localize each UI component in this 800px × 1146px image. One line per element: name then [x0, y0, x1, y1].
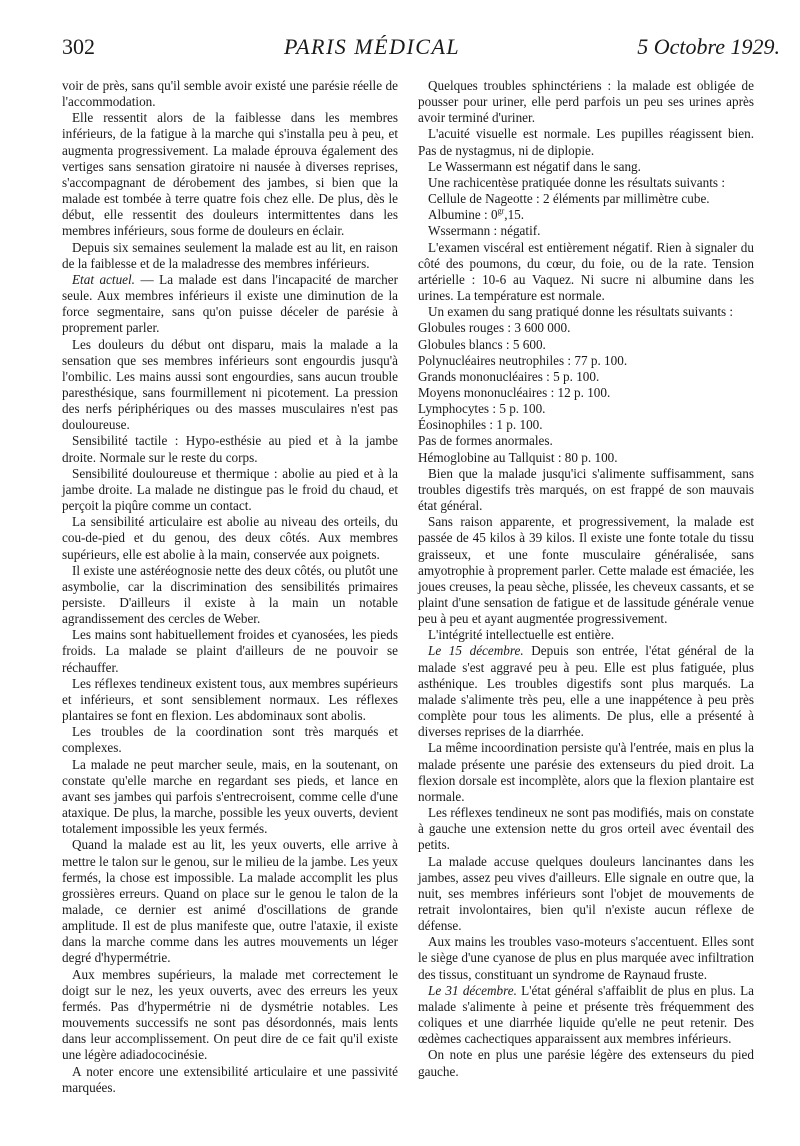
albumin-unit: gr [497, 206, 505, 216]
paragraph: La malade ne peut marcher seule, mais, en la soutenant, on constate qu'elle marche en regardant ses pieds, et lance en avant ses jambes qui parfois s'entrecroisent, comme celle d'une ataxique. De plus, la marche, possible les yeux ouverts, devient totalement impossible les yeux fermés. [62, 756, 398, 837]
blood-result-line: Globules blancs : 5 600. [418, 336, 546, 352]
paragraph: La même incoordination persiste qu'à l'entrée, mais en plus la malade présente une parésie des extenseurs du pied droit. La flexion dorsale est incomplète, alors que la flexion plantaire est normale. [418, 740, 754, 804]
blood-result-line: Éosinophiles : 1 p. 100. [418, 417, 543, 433]
journal-title: PARIS MÉDICAL [284, 34, 461, 59]
blood-result-line: Grands mononucléaires : 5 p. 100. [418, 368, 600, 384]
csf-result-line: Wssermann : négatif. [428, 223, 541, 239]
issue-date: 5 Octobre 1929. [637, 34, 780, 59]
blood-results-list [418, 320, 754, 465]
blood-result-line: Polynucléaires neutrophiles : 77 p. 100. [418, 352, 628, 368]
paragraph: L'acuité visuelle est normale. Les pupilles réagissent bien. Pas de nystagmus, ni de diplopie. [418, 126, 754, 158]
paragraph: On note en plus une parésie légère des extenseurs du pied gauche. [418, 1047, 754, 1079]
paragraph: Un examen du sang pratiqué donne les résultats suivants : [428, 304, 734, 320]
paragraph: Elle ressentit alors de la faiblesse dans les membres inférieurs, de la fatigue à la marche qui s'installa peu à peu, et augmenta progressivement. La malade éprouva également des vertiges sans sensation giratoire ni nausée à diverses reprises, s'accompagnant de dérobement des jambes, si bien que la malade est tombée à terre quatre fois chez elle. De plus, dès le début, elle ressentit des douleurs intermittentes dans les membres inférieurs, sous forme de douleurs en éclair. [62, 110, 398, 239]
blood-result-line: Hémoglobine au Tallquist : 80 p. 100. [418, 449, 618, 465]
paragraph-etat-actuel [62, 272, 398, 337]
paragraph-31-decembre [418, 983, 754, 1048]
paragraph-text: L'état général s'affaiblit de plus en plus. La malade s'alimente à peine et présente très fréquemment des coliques et une diarrhée liquide qu'elle ne peut retenir. Des œdèmes cachectiques apparaissent aux membres inférieurs. [418, 982, 754, 1047]
paragraph: Quand la malade est au lit, les yeux ouverts, elle arrive à mettre le talon sur le genou, sur le milieu de la jambe. Les yeux fermés, la chose est impossible. La malade accomplit les plus grossières erreurs. Quand on place sur le genou le talon de la malade, ce dernier est animé d'oscillations de grande amplitude. Il est de plus manifeste que, outre l'ataxie, il existe dans la marche comme dans les autres mouvements un léger degré d'hypermétrie. [62, 837, 398, 966]
paragraph: L'intégrité intellectuelle est entière. [428, 627, 615, 643]
paragraph: L'examen viscéral est entièrement négatif. Rien à signaler du côté des poumons, du cœur, du foie, ou de la rate. Tension artérielle : 10-6 au Vaquez. Ni sucre ni albumine dans les urines. La température est normale. [418, 239, 754, 304]
csf-result-line: Cellule de Nageotte : 2 éléments par millimètre cube. [428, 191, 710, 207]
paragraph: Une rachicentèse pratiquée donne les résultats suivants : [428, 174, 725, 190]
paragraph: Aux mains les troubles vaso-moteurs s'accentuent. Elles sont le siège d'une cyanose de plus en plus marquée avec infiltration des tissus, constituant un syndrome de Raynaud fruste. [418, 934, 754, 982]
albumin-value: ,15. [504, 207, 525, 223]
paragraph: Sans raison apparente, et progressivement, la malade est passée de 45 kilos à 39 kilos. Il existe une fonte totale du tissu graisseux, et une fonte musculaire généralisée, sans amyotrophie à proprement parler. Cette malade est émaciée, les joues creuses, la peau sèche, plissée, les cheveux cassants, et se plaint d'une sensation de fatigue et de lassitude générale venue peu à peu et ayant augmentée progressivement. [418, 514, 754, 627]
paragraph: Il existe une astéréognosie nette des deux côtés, ou plutôt une asymbolie, car la discrimination des sensibilités primaires persiste. D'ailleurs il existe à la main un notable agrandissement des cercles de Weber. [62, 562, 398, 627]
paragraph: Bien que la malade jusqu'ici s'alimente suffisamment, sans troubles digestifs très marqués, on est frappé de son mauvais état général. [418, 465, 754, 514]
csf-result-line [418, 207, 754, 223]
paragraph: Les réflexes tendineux ne sont pas modifiés, mais on constate à gauche une extension nette du gros orteil avec éventail des petits. [418, 805, 754, 853]
paragraph: Sensibilité douloureuse et thermique : abolie au pied et à la jambe droite. La malade ne distingue pas le froid du chaud, et perçoit la piqûre comme un contact. [62, 465, 398, 514]
paragraph: A noter encore une extensibilité articulaire et une passivité marquées. [62, 1063, 398, 1095]
page-number: 302 [62, 34, 95, 59]
paragraph: Quelques troubles sphinctériens : la malade est obligée de pousser pour uriner, elle perd parfois un peu ses urines après avoir terminé d'uriner. [418, 78, 754, 126]
section-lead: Le 15 décembre. [428, 643, 524, 659]
right-column [418, 78, 754, 1080]
paragraph: Aux membres supérieurs, la malade met correctement le doigt sur le nez, les yeux ouverts, avec des erreurs les yeux fermés. Pas d'hypermétrie ni de dysmétrie notables. Les mouvements successifs ne sont pas désordonnés, mais lents dans leur accomplissement. On peut dire de ce fait qu'il existe une légère adiadococinésie. [62, 966, 398, 1063]
blood-result-line: Lymphocytes : 5 p. 100. [418, 401, 546, 417]
albumin-label: Albumine : 0 [428, 207, 498, 223]
paragraph: Depuis six semaines seulement la malade est au lit, en raison de la faiblesse et de la maladresse des membres inférieurs. [62, 239, 398, 271]
paragraph: Les mains sont habituellement froides et cyanosées, les pieds froids. La malade se plaint d'ailleurs de ne pouvoir se réchauffer. [62, 627, 398, 675]
paragraph: voir de près, sans qu'il semble avoir existé une parésie réelle de l'accommodation. [62, 78, 398, 110]
paragraph: Les troubles de la coordination sont très marqués et complexes. [62, 724, 398, 756]
blood-result-line: Moyens mononucléaires : 12 p. 100. [418, 384, 611, 400]
left-column [62, 78, 398, 1096]
paragraph-text: Depuis son entrée, l'état général de la malade s'est aggravé peu à peu. Elle est plus fatiguée, plus asthénique. Les troubles digestifs sont plus marqués. La malade s'alimente très peu, elle a une inappétence à peu près complète pour tous les aliments. De plus, elle a présenté à diverses reprises de la diarrhée. [418, 643, 754, 740]
paragraph: Les douleurs du début ont disparu, mais la malade a la sensation que ses membres inférieurs sont engourdis jusqu'à l'ombilic. Les mains aussi sont engourdies, sans aucun trouble paresthésique, sans fourmillement ni picotement. La pression des nerfs périphériques ou des masses musculaires n'est pas douloureuse. [62, 336, 398, 433]
paragraph-text: — La malade est dans l'incapacité de marcher seule. Aux membres inférieurs il existe une diminution de la force segmentaire, sans qu'on puisse déceler de parésie à proprement parler. [62, 271, 398, 336]
paragraph: La sensibilité articulaire est abolie au niveau des orteils, du cou-de-pied et du genou, des deux côtés. Aux membres supérieurs, elle est abolie à la main, conservée aux poignets. [62, 514, 398, 562]
paragraph: La malade accuse quelques douleurs lancinantes dans les jambes, assez peu vives d'ailleurs. Elle signale en outre que, la nuit, ses membres inférieurs sont l'objet de mouvements de retrait involontaires, bien qu'il n'existe aucun réflexe de défense. [418, 853, 754, 934]
paragraph-15-decembre [418, 643, 754, 740]
blood-result-line: Pas de formes anormales. [418, 433, 553, 449]
running-header [62, 34, 780, 68]
blood-result-line: Globules rouges : 3 600 000. [418, 320, 571, 336]
paragraph: Sensibilité tactile : Hypo-esthésie au pied et à la jambe droite. Normale sur le reste du corps. [62, 433, 398, 465]
paragraph: Le Wassermann est négatif dans le sang. [428, 158, 641, 174]
paragraph: Les réflexes tendineux existent tous, aux membres supérieurs et inférieurs, et sont sensiblement normaux. Les réflexes plantaires se font en flexion. Les abdominaux sont abolis. [62, 675, 398, 724]
section-lead: Le 31 décembre. [428, 982, 517, 998]
section-lead: Etat actuel. [72, 271, 135, 287]
